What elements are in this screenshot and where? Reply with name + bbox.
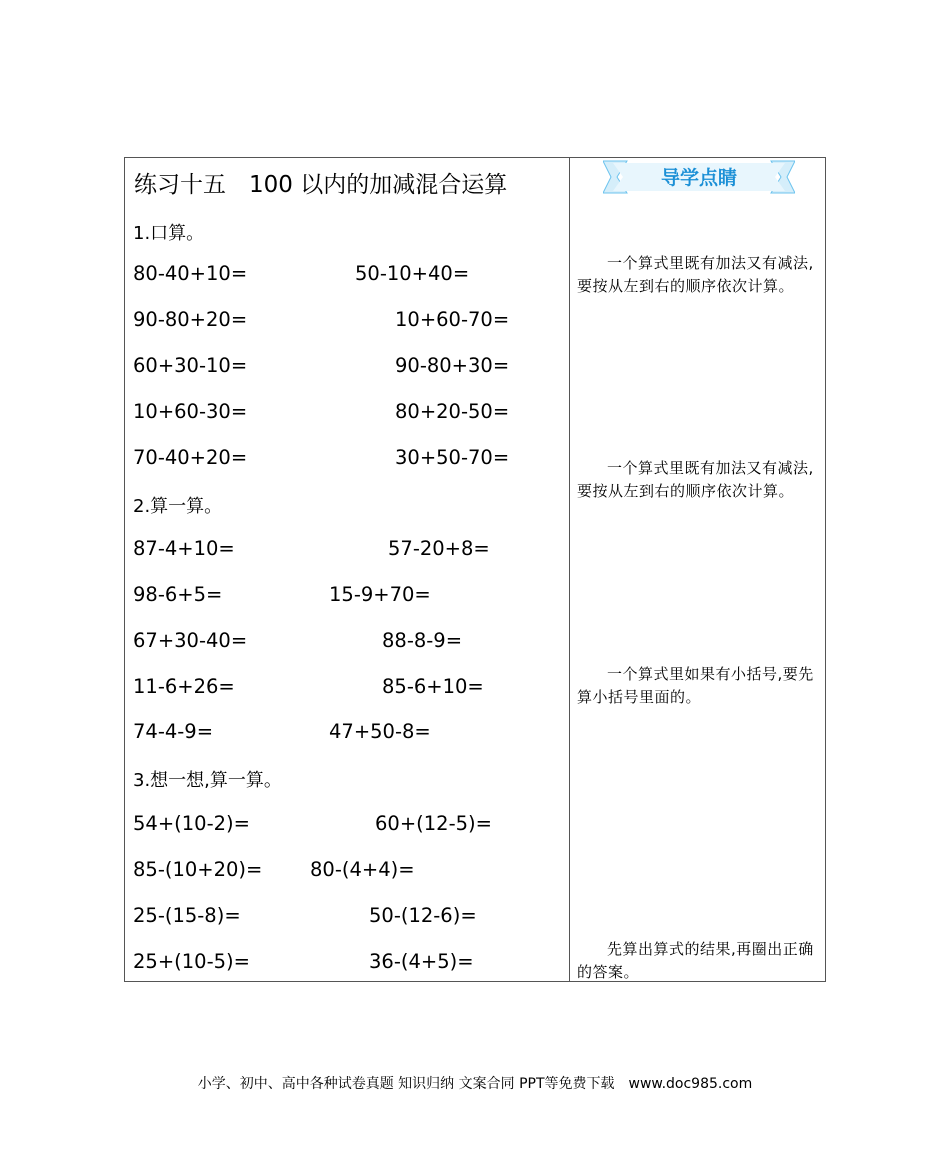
equation-left: 80-40+10=: [133, 262, 248, 285]
worksheet-table: [124, 157, 826, 982]
equation-left: 85-(10+20)=: [133, 858, 263, 881]
equation-right: 88-8-9=: [382, 629, 463, 652]
banner-title: 导学点睛: [660, 167, 737, 189]
equation-left: 11-6+26=: [133, 675, 235, 698]
equation-right: 50-(12-6)=: [369, 904, 477, 927]
equation-left: 60+30-10=: [133, 354, 248, 377]
equation-left: 25-(15-8)=: [133, 904, 241, 927]
section-heading-think: 3.想一想,算一算。: [133, 770, 282, 791]
equation-left: 87-4+10=: [133, 537, 235, 560]
footer-text: 小学、初中、高中各种试卷真题 知识归纳 文案合同 PPT等免费下载 www.doc985.com: [197, 1076, 753, 1092]
equation-right: 57-20+8=: [388, 537, 490, 560]
tip-text: 一个算式里既有加法又有减法,要按从左到右的顺序依次计算。: [577, 254, 814, 295]
equation-right: 80-(4+4)=: [310, 858, 415, 881]
equation-right: 36-(4+5)=: [369, 950, 474, 973]
equation-right: 85-6+10=: [382, 675, 484, 698]
section-heading-calculate: 2.算一算。: [133, 496, 223, 517]
equation-right: 10+60-70=: [395, 308, 510, 331]
tip-text: 一个算式里既有加法又有减法,要按从左到右的顺序依次计算。: [577, 459, 814, 500]
tip-text: 先算出算式的结果,再圈出正确的答案。: [577, 940, 814, 981]
guide-banner: [603, 160, 795, 194]
worksheet-title: 练习十五 100 以内的加减混合运算: [134, 172, 508, 198]
equation-left: 10+60-30=: [133, 400, 248, 423]
equation-right: 90-80+30=: [395, 354, 510, 377]
equation-left: 67+30-40=: [133, 629, 248, 652]
equation-right: 50-10+40=: [355, 262, 470, 285]
equation-right: 60+(12-5)=: [375, 812, 492, 835]
equation-right: 30+50-70=: [395, 446, 510, 469]
equation-left: 74-4-9=: [133, 720, 214, 743]
equation-right: 47+50-8=: [329, 720, 431, 743]
equation-left: 90-80+20=: [133, 308, 248, 331]
equation-right: 80+20-50=: [395, 400, 510, 423]
section-heading-oral: 1.口算。: [133, 223, 205, 244]
equation-left: 98-6+5=: [133, 583, 223, 606]
column-divider: [569, 158, 570, 981]
equation-left: 25+(10-5)=: [133, 950, 250, 973]
equation-left: 54+(10-2)=: [133, 812, 250, 835]
equation-right: 15-9+70=: [329, 583, 431, 606]
equation-left: 70-40+20=: [133, 446, 248, 469]
tip-text: 一个算式里如果有小括号,要先算小括号里面的。: [577, 665, 814, 706]
